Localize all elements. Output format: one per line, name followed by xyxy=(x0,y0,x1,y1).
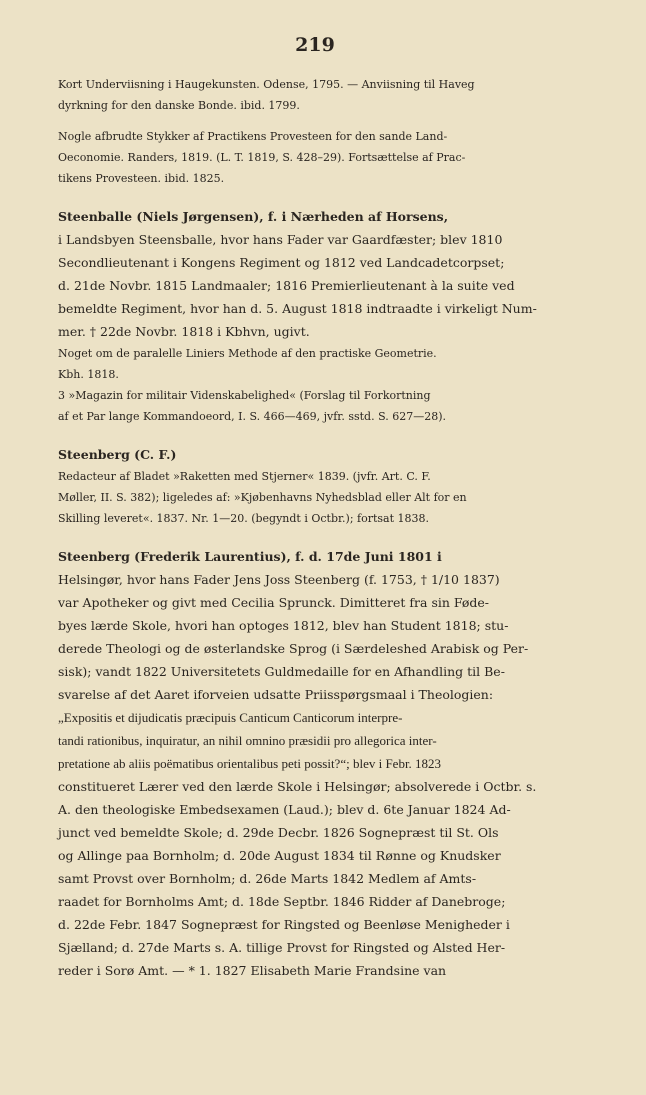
reference-line: Noget om de paralelle Liniers Methode af den practiske Geometrie. xyxy=(58,347,437,360)
text-line: Redacteur af Bladet »Raketten med Stjerner« 1839. (jvfr. Art. C. F. xyxy=(58,470,431,483)
latin-line: pretatione ab aliis poëmatibus orientalibus peti possit?“; blev i Febr. 1823 xyxy=(58,756,442,771)
entry-steenballe xyxy=(58,205,572,427)
text-line: dyrkning for den danske Bonde. ibid. 1799. xyxy=(58,99,300,112)
reference-line: af et Par lange Kommandoeord, I. S. 466—469, jvfr. sstd. S. 627—28). xyxy=(58,410,446,423)
text-line: var Apotheker og givt med Cecilia Sprunck. Dimitteret fra sin Føde- xyxy=(58,595,490,610)
latin-line: „Expositis et dijudicatis præcipuis Canticum Canticorum interpre- xyxy=(58,710,403,725)
entry-steenberg-fl xyxy=(58,545,572,982)
text-line: og Allinge paa Bornholm; d. 20de August 1834 til Rønne og Knudsker xyxy=(58,848,501,863)
text-line: d. 21de Novbr. 1815 Landmaaler; 1816 Premierlieutenant à la suite ved xyxy=(58,278,515,293)
reference-top xyxy=(58,74,572,116)
entry-steenberg-cf xyxy=(58,443,572,529)
entry-heading: Steenballe (Niels Jørgensen), f. i Nærheden af Horsens, xyxy=(58,209,449,224)
text-line: samt Provst over Bornholm; d. 26de Marts 1842 Medlem af Amts- xyxy=(58,871,477,886)
text-line: Sjælland; d. 27de Marts s. A. tillige Provst for Ringsted og Alsted Her- xyxy=(58,940,506,955)
entry-heading: Steenberg (C. F.) xyxy=(58,447,177,462)
text-line: Kort Underviisning i Haugekunsten. Odense, 1795. — Anviisning til Haveg xyxy=(58,78,475,91)
latin-line: tandi rationibus, inquiratur, an nihil omnino præsidii pro allegorica inter- xyxy=(58,733,437,748)
text-line: byes lærde Skole, hvori han optoges 1812, blev han Student 1818; stu- xyxy=(58,618,509,633)
text-line: Møller, II. S. 382); ligeledes af: »Kjøbenhavns Nyhedsblad eller Alt for en xyxy=(58,491,467,504)
text-line: junct ved bemeldte Skole; d. 29de Decbr. 1826 Sognepræst til St. Ols xyxy=(58,825,499,840)
text-line: sisk); vandt 1822 Universitetets Guldmedaille for en Afhandling til Be- xyxy=(58,664,505,679)
text-line: i Landsbyen Steensballe, hvor hans Fader var Gaardfæster; blev 1810 xyxy=(58,232,503,247)
text-line: A. den theologiske Embedsexamen (Laud.); blev d. 6te Januar 1824 Ad- xyxy=(58,802,511,817)
text-line: Helsingør, hvor hans Fader Jens Joss Steenberg (f. 1753, † 1/10 1837) xyxy=(58,572,500,587)
text-line: mer. † 22de Novbr. 1818 i Kbhvn, ugivt. xyxy=(58,324,310,339)
text-line: bemeldte Regiment, hvor han d. 5. August 1818 indtraadte i virkeligt Num- xyxy=(58,301,537,316)
page-number: 219 xyxy=(295,34,335,56)
text-line: derede Theologi og de østerlandske Sprog (i Særdeleshed Arabisk og Per- xyxy=(58,641,529,656)
reference-line: 3 »Magazin for militair Videnskabelighed« (Forslag til Forkortning xyxy=(58,389,431,402)
text-line: raadet for Bornholms Amt; d. 18de Septbr. 1846 Ridder af Danebroge; xyxy=(58,894,506,909)
reference-line: Kbh. 1818. xyxy=(58,368,119,381)
text-line: Oeconomie. Randers, 1819. (L. T. 1819, S. 428–29). Fortsættelse af Prac- xyxy=(58,151,466,164)
entry-heading: Steenberg (Frederik Laurentius), f. d. 17de Juni 1801 i xyxy=(58,549,442,564)
text-line: tikens Provesteen. ibid. 1825. xyxy=(58,172,225,185)
text-line: Skilling leveret«. 1837. Nr. 1—20. (begyndt i Octbr.); fortsat 1838. xyxy=(58,512,430,525)
text-line: Secondlieutenant i Kongens Regiment og 1812 ved Landcadetcorpset; xyxy=(58,255,505,270)
text-line: d. 22de Febr. 1847 Sognepræst for Ringsted og Beenløse Menigheder i xyxy=(58,917,510,932)
text-line: reder i Sorø Amt. — * 1. 1827 Elisabeth Marie Frandsine van xyxy=(58,963,447,978)
text-line: Nogle afbrudte Stykker af Practikens Provesteen for den sande Land- xyxy=(58,130,448,143)
text-line: constitueret Lærer ved den lærde Skole i Helsingør; absolverede i Octbr. s. xyxy=(58,779,537,794)
reference-praktikens xyxy=(58,126,572,189)
text-line: svarelse af det Aaret iforveien udsatte Priisspørgsmaal i Theologien: xyxy=(58,687,494,702)
